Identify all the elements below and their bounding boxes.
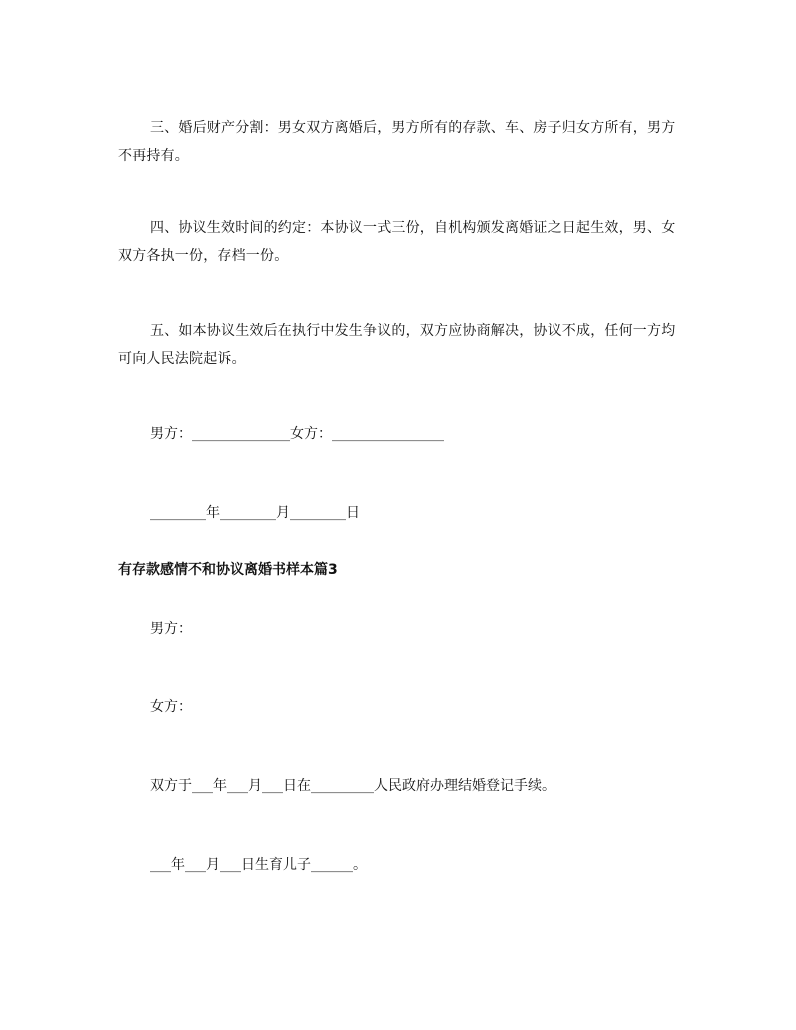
date-line: ________年________月________日 [150,505,360,521]
male-party-label: 男方： [150,621,192,637]
marriage-registration-line: 双方于___年___月___日在_________人民政府办理结婚登记手续。 [150,778,556,794]
paragraph-property-division: 三、婚后财产分割：男女双方离婚后，男方所有的存款、车、房子归女方所有，男方不再持有。 [118,120,676,164]
paragraph-dispute-resolution: 五、如本协议生效后在执行中发生争议的，双方应协商解决，协议不成，任何一方均可向人民法院起诉。 [118,323,676,367]
female-party-label: 女方： [150,699,192,715]
section-heading: 有存款感情不和协议离婚书样本篇3 [118,562,338,578]
child-birth-line: ___年___月___日生育儿子______。 [150,857,367,873]
signature-line: 男方：______________女方：________________ [150,426,444,442]
paragraph-effective-date: 四、协议生效时间的约定：本协议一式三份，自机构颁发离婚证之日起生效，男、女双方各执一份，存档一份。 [118,220,676,264]
